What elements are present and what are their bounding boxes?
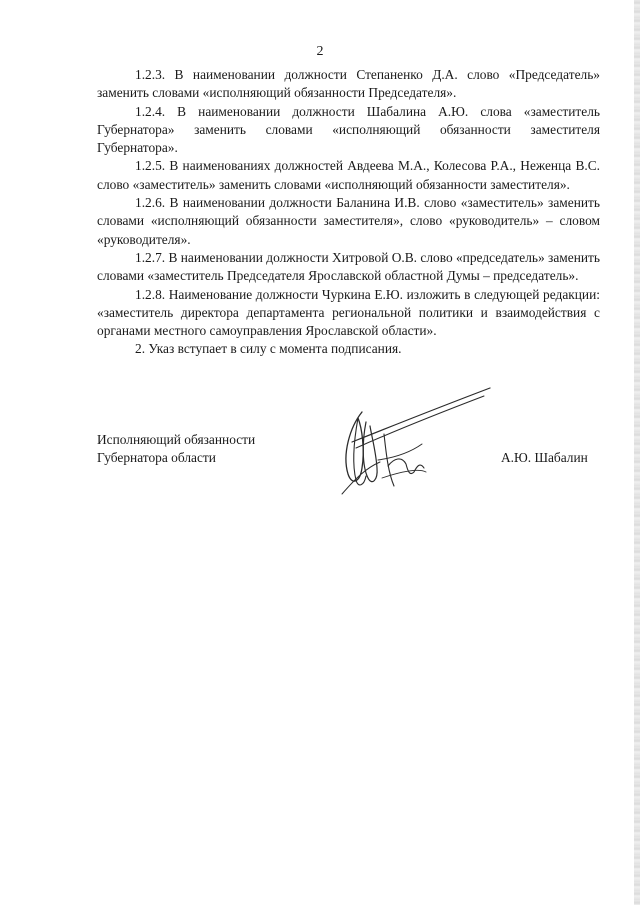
paragraph-2: 2. Указ вступает в силу с момента подписания. xyxy=(135,341,402,357)
page-number: 2 xyxy=(316,44,324,59)
scan-edge-artifact xyxy=(634,0,640,905)
signatory-title-line-2: Губернатора области xyxy=(97,450,216,466)
signatory-title-line-1: Исполняющий обязанности xyxy=(97,432,256,447)
handwritten-signature xyxy=(322,382,494,500)
signatory-title xyxy=(97,431,255,468)
paragraph-1-2-5: 1.2.5. В наименованиях должностей Авдеева М.А., Колесова Р.А., Неженца В.С. слово «заместитель» заменить словами «исполняющий обязанности заместителя». xyxy=(97,158,600,192)
paragraph-1-2-6: 1.2.6. В наименовании должности Баланина И.В. слово «заместитель» заменить словами «исполняющий обязанности заместителя», слово «руководитель» – словом «руководителя». xyxy=(97,195,600,247)
paragraph-1-2-4: 1.2.4. В наименовании должности Шабалина А.Ю. слова «заместитель Губернатора» заменить словами «исполняющий обязанности заместителя Губернатора». xyxy=(97,103,600,156)
paragraph-1-2-8: 1.2.8. Наименование должности Чуркина Е.Ю. изложить в следующей редакции: «заместитель директора департамента региональной политики и взаимодействия с органами местного самоуправления Ярославской области». xyxy=(97,286,600,339)
signatory-name: А.Ю. Шабалин xyxy=(501,450,588,465)
paragraph-1-2-7: 1.2.7. В наименовании должности Хитровой О.В. слово «председатель» заменить словами «заместитель Председателя Ярославской областной Думы – председатель». xyxy=(97,249,600,284)
paragraph-1-2-3: 1.2.3. В наименовании должности Степаненко Д.А. слово «Председатель» заменить словами «исполняющий обязанности Председателя». xyxy=(97,67,600,101)
document-body xyxy=(97,66,600,359)
